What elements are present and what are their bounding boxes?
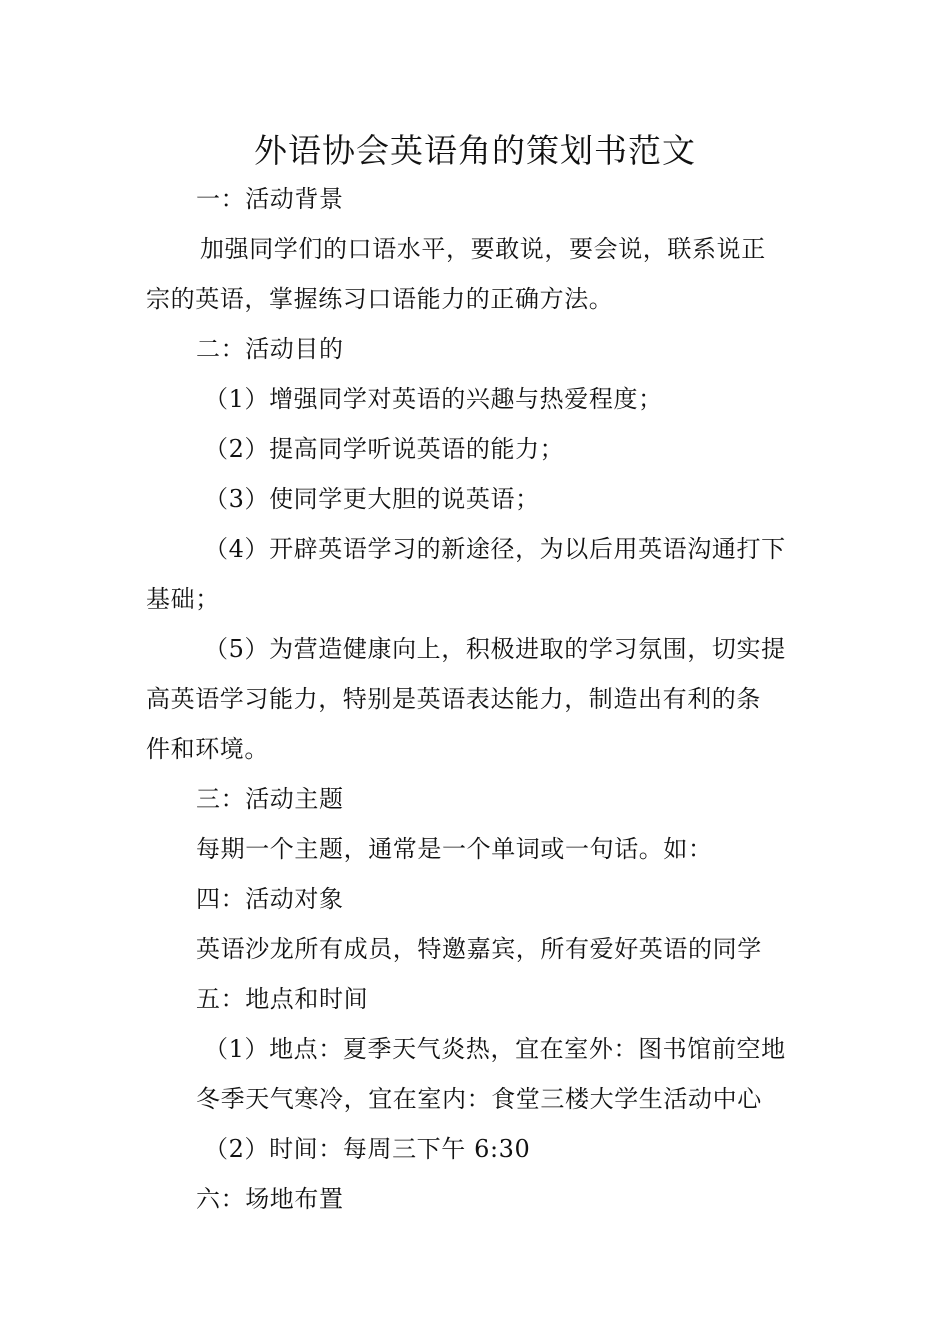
section-heading-purpose: 二：活动目的 bbox=[196, 335, 344, 363]
list-item: （4）开辟英语学习的新途径，为以后用英语沟通打下 bbox=[204, 535, 786, 563]
list-item: （1）地点：夏季天气炎热，宜在室外：图书馆前空地 bbox=[204, 1035, 786, 1063]
paragraph-line: 冬季天气寒冷，宜在室内：食堂三楼大学生活动中心 bbox=[196, 1085, 762, 1113]
list-item: （1）增强同学对英语的兴趣与热爱程度； bbox=[204, 385, 663, 413]
list-item: （2）提高同学听说英语的能力； bbox=[204, 435, 565, 463]
section-heading-venue: 六：场地布置 bbox=[196, 1185, 344, 1213]
document-title: 外语协会英语角的策划书范文 bbox=[254, 131, 696, 170]
paragraph-line: 宗的英语，掌握练习口语能力的正确方法。 bbox=[146, 285, 614, 313]
paragraph-line: 英语沙龙所有成员，特邀嘉宾，所有爱好英语的同学 bbox=[196, 935, 762, 963]
list-item-continuation: 高英语学习能力，特别是英语表达能力，制造出有利的条 bbox=[146, 685, 761, 713]
list-item-continuation: 基础； bbox=[146, 585, 220, 613]
list-item: （3）使同学更大胆的说英语； bbox=[204, 485, 540, 513]
section-heading-background: 一：活动背景 bbox=[196, 185, 344, 213]
paragraph-line: 每期一个主题，通常是一个单词或一句话。如： bbox=[196, 835, 713, 863]
section-heading-place-time: 五：地点和时间 bbox=[196, 985, 369, 1013]
list-item: （5）为营造健康向上，积极进取的学习氛围，切实提 bbox=[204, 635, 786, 663]
paragraph-line: 加强同学们的口语水平，要敢说，要会说，联系说正 bbox=[200, 235, 766, 263]
list-item-continuation: 件和环境。 bbox=[146, 735, 269, 763]
list-item: （2）时间：每周三下午 6:30 bbox=[204, 1135, 531, 1163]
section-heading-audience: 四：活动对象 bbox=[196, 885, 344, 913]
section-heading-theme: 三：活动主题 bbox=[196, 785, 344, 813]
